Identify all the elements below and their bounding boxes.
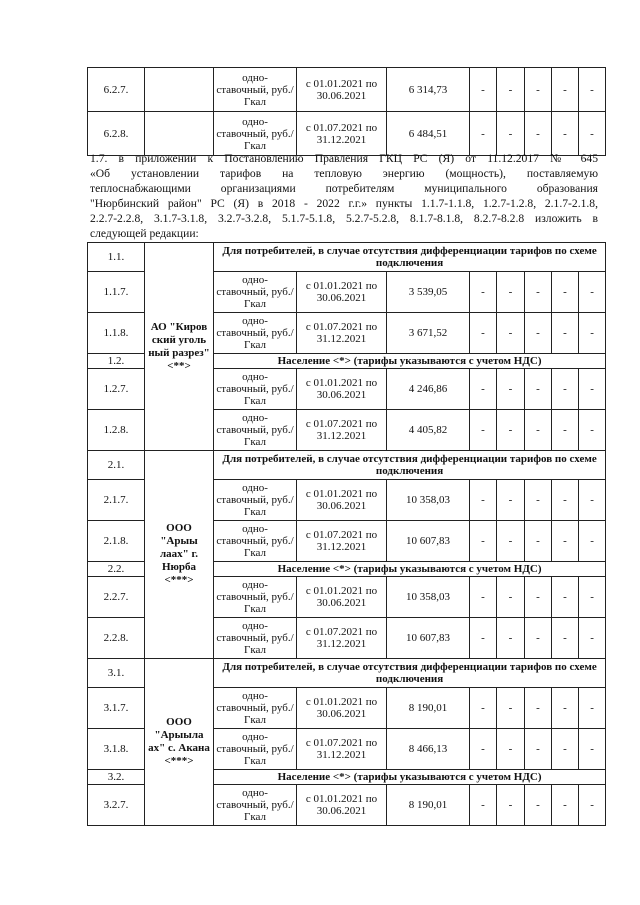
empty-cell: - bbox=[470, 480, 497, 521]
empty-cell: - bbox=[497, 272, 525, 313]
section-row bbox=[88, 659, 606, 688]
rate-type: одно-ставочный, руб./Гкал bbox=[214, 313, 297, 354]
amendment-paragraph bbox=[90, 151, 598, 241]
tariff-value: 10 607,83 bbox=[387, 618, 470, 659]
rate-type: одно-ставочный, руб./Гкал bbox=[214, 521, 297, 562]
row-code: 3.2.7. bbox=[88, 785, 145, 826]
period: с 01.07.2021 по 31.12.2021 bbox=[297, 313, 387, 354]
period: с 01.01.2021 по 30.06.2021 bbox=[297, 480, 387, 521]
population-header: Население <*> (тарифы указываются с учетом НДС) bbox=[214, 354, 606, 369]
table-row bbox=[88, 68, 606, 112]
section-code: 3.1. bbox=[88, 659, 145, 688]
empty-cell: - bbox=[579, 112, 606, 156]
empty-cell: - bbox=[525, 521, 552, 562]
rate-type: одно-ставочный, руб./Гкал bbox=[214, 480, 297, 521]
empty-cell: - bbox=[470, 313, 497, 354]
empty-cell: - bbox=[525, 729, 552, 770]
row-code: 2.2.7. bbox=[88, 577, 145, 618]
section-code: 1.2. bbox=[88, 354, 145, 369]
empty-cell: - bbox=[579, 313, 606, 354]
paragraph-line: теплоснабжающими организациями потребителям муниципального образования bbox=[90, 182, 598, 195]
empty-cell: - bbox=[552, 272, 579, 313]
empty-cell: - bbox=[470, 521, 497, 562]
row-code: 3.1.8. bbox=[88, 729, 145, 770]
org-cell-empty bbox=[145, 68, 214, 112]
empty-cell: - bbox=[525, 688, 552, 729]
empty-cell: - bbox=[525, 785, 552, 826]
consumers-header: Для потребителей, в случае отсутствия дифференциации тарифов по схеме подключения bbox=[214, 659, 606, 688]
organization-name: ООО "Арыылa ах" с. Акана <***> bbox=[145, 659, 214, 826]
empty-cell: - bbox=[552, 480, 579, 521]
empty-cell: - bbox=[525, 112, 552, 156]
rate-type: одно-ставочный, руб./Гкал bbox=[214, 618, 297, 659]
empty-cell: - bbox=[525, 272, 552, 313]
tariff-value: 4 405,82 bbox=[387, 410, 470, 451]
empty-cell: - bbox=[497, 618, 525, 659]
tariff-value: 3 539,05 bbox=[387, 272, 470, 313]
section-code: 3.2. bbox=[88, 770, 145, 785]
empty-cell: - bbox=[579, 618, 606, 659]
row-code: 1.2.8. bbox=[88, 410, 145, 451]
tariff-table bbox=[87, 242, 606, 826]
paragraph-line: следующей редакции: bbox=[90, 227, 199, 240]
empty-cell: - bbox=[470, 785, 497, 826]
empty-cell: - bbox=[579, 521, 606, 562]
empty-cell: - bbox=[470, 369, 497, 410]
rate-type: одно-ставочный, руб./Гкал bbox=[214, 785, 297, 826]
section-row bbox=[88, 451, 606, 480]
empty-cell: - bbox=[497, 521, 525, 562]
tariff-value: 4 246,86 bbox=[387, 369, 470, 410]
empty-cell: - bbox=[552, 618, 579, 659]
rate-type: одно-ставочный, руб./Гкал bbox=[214, 272, 297, 313]
empty-cell: - bbox=[525, 618, 552, 659]
period: с 01.01.2021 по 30.06.2021 bbox=[297, 272, 387, 313]
population-header: Население <*> (тарифы указываются с учетом НДС) bbox=[214, 770, 606, 785]
rate-type: одно-ставочный, руб./Гкал bbox=[214, 112, 297, 156]
row-code: 2.1.8. bbox=[88, 521, 145, 562]
rate-type: одно-ставочный, руб./Гкал bbox=[214, 369, 297, 410]
rate-type: одно-ставочный, руб./Гкал bbox=[214, 577, 297, 618]
top-table bbox=[87, 67, 606, 156]
period: с 01.01.2021 по 30.06.2021 bbox=[297, 369, 387, 410]
period: с 01.01.2021 по 30.06.2021 bbox=[297, 785, 387, 826]
tariff-value: 8 190,01 bbox=[387, 785, 470, 826]
empty-cell: - bbox=[470, 272, 497, 313]
row-code: 1.1.8. bbox=[88, 313, 145, 354]
rate-type: одно-ставочный, руб./Гкал bbox=[214, 688, 297, 729]
empty-cell: - bbox=[497, 785, 525, 826]
empty-cell: - bbox=[470, 729, 497, 770]
empty-cell: - bbox=[525, 369, 552, 410]
row-code: 2.2.8. bbox=[88, 618, 145, 659]
period: с 01.07.2021 по 31.12.2021 bbox=[297, 521, 387, 562]
paragraph-line: 2.2.7-2.2.8, 3.1.7-3.1.8, 3.2.7-3.2.8, 5.1.7-5.1.8, 5.2.7-5.2.8, 8.1.7-8.1.8, 8.2.7-8.2.8 изложить в bbox=[90, 212, 598, 225]
paragraph-line: 1.7. в приложении к Постановлению Правления ГКЦ РС (Я) от 11.12.2017 № 645 bbox=[90, 152, 598, 165]
empty-cell: - bbox=[579, 480, 606, 521]
section-code: 2.2. bbox=[88, 562, 145, 577]
tariff-value: 3 671,52 bbox=[387, 313, 470, 354]
empty-cell: - bbox=[497, 480, 525, 521]
empty-cell: - bbox=[470, 618, 497, 659]
empty-cell: - bbox=[497, 729, 525, 770]
empty-cell: - bbox=[525, 480, 552, 521]
period: с 01.07.2021 по 31.12.2021 bbox=[297, 112, 387, 156]
period: с 01.01.2021 по 30.06.2021 bbox=[297, 68, 387, 112]
empty-cell: - bbox=[497, 577, 525, 618]
period: с 01.07.2021 по 31.12.2021 bbox=[297, 729, 387, 770]
section-code: 2.1. bbox=[88, 451, 145, 480]
empty-cell: - bbox=[525, 410, 552, 451]
empty-cell: - bbox=[497, 369, 525, 410]
empty-cell: - bbox=[552, 785, 579, 826]
empty-cell: - bbox=[579, 688, 606, 729]
empty-cell: - bbox=[579, 729, 606, 770]
empty-cell: - bbox=[579, 68, 606, 112]
empty-cell: - bbox=[552, 410, 579, 451]
tariff-value: 6 484,51 bbox=[387, 112, 470, 156]
empty-cell: - bbox=[579, 577, 606, 618]
consumers-header: Для потребителей, в случае отсутствия дифференциации тарифов по схеме подключения bbox=[214, 451, 606, 480]
organization-name: АО "Киров ский уголь ный разрез" <**> bbox=[145, 243, 214, 451]
empty-cell: - bbox=[470, 577, 497, 618]
row-code: 1.1.7. bbox=[88, 272, 145, 313]
empty-cell: - bbox=[497, 688, 525, 729]
empty-cell: - bbox=[497, 112, 525, 156]
empty-cell: - bbox=[470, 688, 497, 729]
section-code: 1.1. bbox=[88, 243, 145, 272]
row-code: 3.1.7. bbox=[88, 688, 145, 729]
empty-cell: - bbox=[552, 729, 579, 770]
row-code: 2.1.7. bbox=[88, 480, 145, 521]
row-code: 1.2.7. bbox=[88, 369, 145, 410]
empty-cell: - bbox=[579, 272, 606, 313]
tariff-value: 10 358,03 bbox=[387, 480, 470, 521]
rate-type: одно-ставочный, руб./Гкал bbox=[214, 410, 297, 451]
row-code: 6.2.8. bbox=[88, 112, 145, 156]
empty-cell: - bbox=[552, 688, 579, 729]
empty-cell: - bbox=[552, 521, 579, 562]
population-header: Население <*> (тарифы указываются с учетом НДС) bbox=[214, 562, 606, 577]
empty-cell: - bbox=[497, 410, 525, 451]
period: с 01.07.2021 по 31.12.2021 bbox=[297, 618, 387, 659]
empty-cell: - bbox=[497, 313, 525, 354]
rate-type: одно-ставочный, руб./Гкал bbox=[214, 68, 297, 112]
org-cell-empty bbox=[145, 112, 214, 156]
table-row bbox=[88, 112, 606, 156]
tariff-value: 10 358,03 bbox=[387, 577, 470, 618]
empty-cell: - bbox=[470, 68, 497, 112]
empty-cell: - bbox=[579, 410, 606, 451]
row-code: 6.2.7. bbox=[88, 68, 145, 112]
period: с 01.01.2021 по 30.06.2021 bbox=[297, 688, 387, 729]
consumers-header: Для потребителей, в случае отсутствия дифференциации тарифов по схеме подключения bbox=[214, 243, 606, 272]
empty-cell: - bbox=[552, 313, 579, 354]
empty-cell: - bbox=[552, 112, 579, 156]
paragraph-line: «Об установлении тарифов на тепловую энергию (мощность), поставляемую bbox=[90, 167, 598, 180]
period: с 01.07.2021 по 31.12.2021 bbox=[297, 410, 387, 451]
rate-type: одно-ставочный, руб./Гкал bbox=[214, 729, 297, 770]
empty-cell: - bbox=[470, 410, 497, 451]
empty-cell: - bbox=[579, 785, 606, 826]
section-row bbox=[88, 243, 606, 272]
paragraph-line: "Нюрбинский район" РС (Я) в 2018 - 2022 г.г.» пункты 1.1.7-1.1.8, 1.2.7-1.2.8, 2.1.7-2.1.8, bbox=[90, 197, 598, 210]
tariff-value: 8 466,13 bbox=[387, 729, 470, 770]
empty-cell: - bbox=[470, 112, 497, 156]
empty-cell: - bbox=[552, 369, 579, 410]
empty-cell: - bbox=[552, 577, 579, 618]
tariff-value: 6 314,73 bbox=[387, 68, 470, 112]
empty-cell: - bbox=[497, 68, 525, 112]
organization-name: ООО "Арыы лаах" г. Нюрба <***> bbox=[145, 451, 214, 659]
empty-cell: - bbox=[525, 68, 552, 112]
empty-cell: - bbox=[525, 577, 552, 618]
tariff-value: 8 190,01 bbox=[387, 688, 470, 729]
empty-cell: - bbox=[579, 369, 606, 410]
empty-cell: - bbox=[552, 68, 579, 112]
period: с 01.01.2021 по 30.06.2021 bbox=[297, 577, 387, 618]
empty-cell: - bbox=[525, 313, 552, 354]
tariff-value: 10 607,83 bbox=[387, 521, 470, 562]
